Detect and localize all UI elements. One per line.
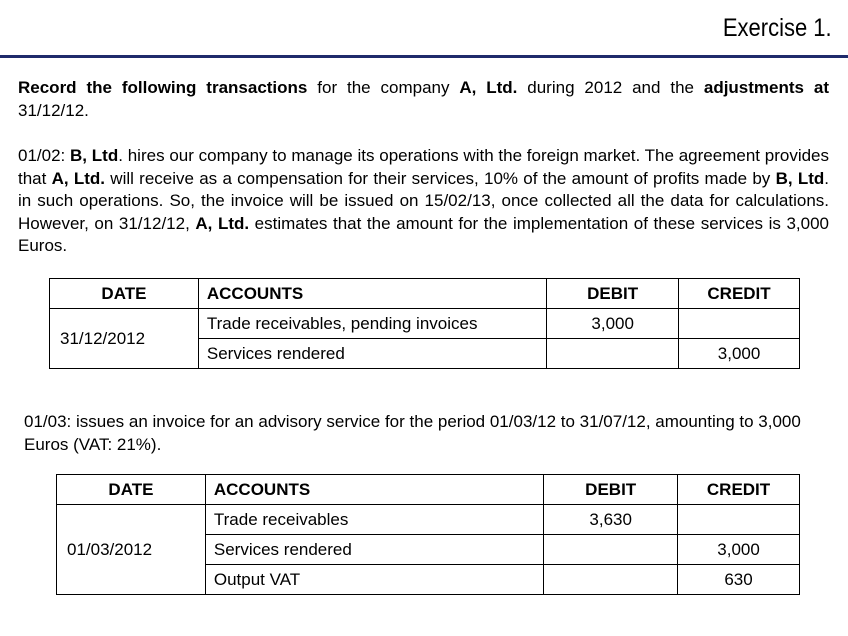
tx1-bold-3: B, Ltd [775,168,825,188]
debit-cell [547,339,679,369]
intro-text-3: 31/12/12. [18,100,89,120]
journal-table-2 [56,474,800,595]
account-cell: Trade receivables, pending invoices [198,309,546,339]
account-cell: Services rendered [205,535,543,565]
credit-cell: 3,000 [679,339,800,369]
tx1-text-2: . hires our company to manage its operations with the foreign market. The agreement provides that [18,146,830,188]
intro-text-1: for the company [307,78,460,97]
tx1-text-5: estimates that the amount for the implementation of these services is 3,000 Euros. [18,213,829,255]
header-debit: DEBIT [544,475,678,505]
tx1-text-4: . in such operations. So, the invoice will be issued on 15/02/13, once collected all the data for calculations. However, on 31/12/12, [18,168,829,233]
header-date: DATE [50,279,199,309]
tx1-text-1: 01/02: [18,146,71,165]
debit-cell: 3,000 [547,309,679,339]
transaction-1-paragraph [18,145,829,258]
credit-cell: 3,000 [678,535,800,565]
instructions-paragraph [18,77,829,122]
title-divider [0,55,848,58]
header-credit: CREDIT [679,279,800,309]
debit-cell [544,565,678,595]
credit-cell [678,505,800,535]
account-cell: Output VAT [205,565,543,595]
table-row [57,505,800,535]
transaction-2-paragraph: 01/03: issues an invoice for an advisory service for the period 01/03/12 to 31/07/12, amounting to 3,000 Euros (VAT: 21%). [24,412,801,454]
header-credit: CREDIT [678,475,800,505]
tx1-text-3: will receive as a compensation for their services, 10% of the amount of profits made by [105,168,776,188]
table-header-row [57,475,800,505]
intro-bold-1: Record the following transactions [18,78,308,97]
tx1-bold-4: A, Ltd. [195,213,250,233]
debit-cell: 3,630 [544,505,678,535]
header-debit: DEBIT [547,279,679,309]
debit-cell [544,535,678,565]
table-row [50,309,800,339]
entry-date: 31/12/2012 [50,309,199,369]
tx1-bold-1: B, Ltd [70,146,119,165]
entry-date: 01/03/2012 [57,505,206,595]
intro-bold-3: adjustments at [703,78,829,97]
intro-bold-2: A, Ltd. [459,78,518,97]
intro-text-2: during 2012 and the [517,78,704,97]
header-accounts: ACCOUNTS [205,475,543,505]
account-cell: Trade receivables [205,505,543,535]
credit-cell [679,309,800,339]
tx1-bold-2: A, Ltd. [51,168,106,188]
exercise-title: Exercise 1. [723,14,832,42]
header-date: DATE [57,475,206,505]
header-accounts: ACCOUNTS [198,279,546,309]
table-header-row [50,279,800,309]
journal-table-1 [49,278,800,369]
account-cell: Services rendered [198,339,546,369]
credit-cell: 630 [678,565,800,595]
